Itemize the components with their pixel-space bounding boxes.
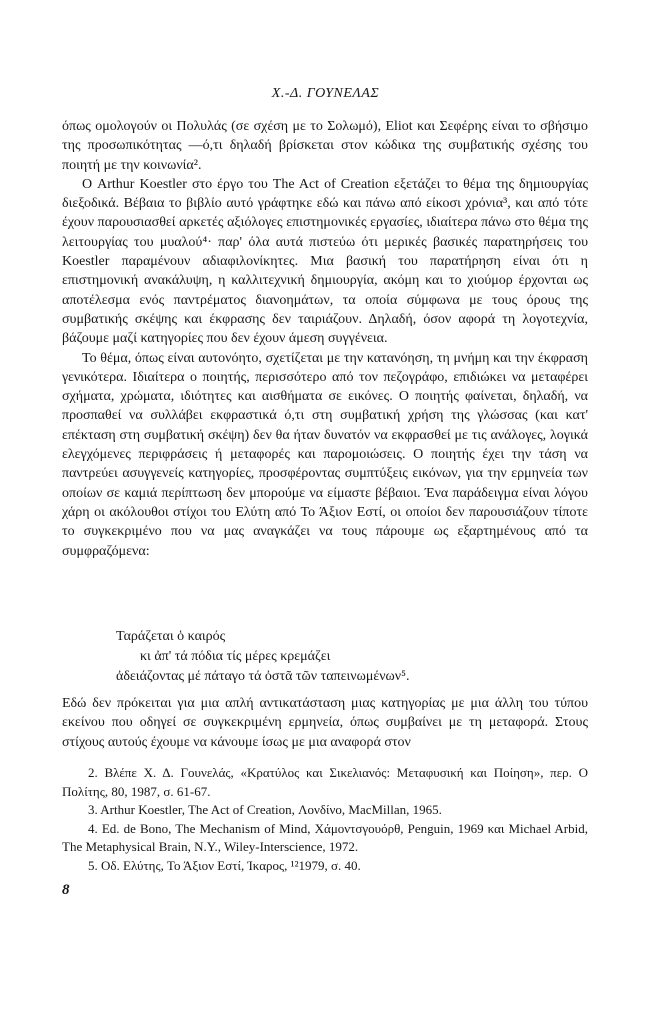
poem-line-2: κι ἀπ' τά πόδια τίς μέρες κρεμάζει bbox=[140, 649, 331, 664]
poem-line-3: ἀδειάζοντας μέ πάταγο τά ὀστᾶ τῶν ταπεινωμένων⁵. bbox=[116, 669, 410, 684]
footnote-4: 4. Ed. de Bono, The Mechanism of Mind, Χάμοντσγουόρθ, Penguin, 1969 και Michael Arbid, The Metaphysical Brain, N.Y., Wiley-Interscience, 1972. bbox=[62, 820, 588, 854]
poem-line-1: Ταράζεται ὁ καιρός bbox=[116, 629, 226, 644]
page-number: 8 bbox=[62, 882, 70, 898]
footnote-5: 5. Οδ. Ελύτης, Το Άξιον Εστί, Ίκαρος, ¹²1979, σ. 40. bbox=[88, 857, 361, 873]
poem-quote bbox=[116, 627, 586, 687]
footnote-3: 3. Arthur Koestler, The Act of Creation, Λονδίνο, MacMillan, 1965. bbox=[88, 802, 442, 817]
paragraph-1: όπως ομολογούν οι Πολυλάς (σε σχέση με το Σολωμό), Eliot και Σεφέρης είναι το σβήσιμο της προσωπικότητας —ό,τι δηλαδή βρίσκεται στον κώδικα της συμβατικής σχέσης του ποιητή με την κοινωνία². bbox=[62, 119, 588, 173]
paragraph-2: Ο Arthur Koestler στο έργο του The Act of Creation εξετάζει το θέμα της δημιουργίας διεξοδικά. Βέβαια το βιβλίο αυτό γράφτηκε εδώ και πάνω από είκοσι χρόνια³, και από τότε έχουν παρουσιασθεί αρκετές αξιόλογες επιστημονικές εργασίες, ιδιαίτερα πάνω στο θέμα της λειτουργίας του μυαλού⁴· παρ' όλα αυτά πιστεύω ότι μερικές βασικές παρατηρήσεις του Koestler παραμένουν αδιαφιλονίκητες. Μια βασική του παρατήρηση είναι ότι η επιστημονική ανακάλυψη, η καλλιτεχνική δημιουργία, ακόμη και το χιούμορ έρχονται ως αποτέλεσμα ενός παντρέματος διανοημάτων, τα οποία σύμφωνα με τους όρους της συμβατικής σκέψης και έκφρασης δεν ταιριάζουν. Δηλαδή, όσον αφορά τη λογοτεχνία, βάζουμε μαζί κατηγορίες που δεν έχουν άμεση συγγένεια. bbox=[62, 176, 588, 347]
paragraph-3: Το θέμα, όπως είναι αυτονόητο, σχετίζεται με την κατανόηση, τη μνήμη και την έκφραση γενικότερα. Ιδιαίτερα ο ποιητής, περισσότερο από τον πεζογράφο, επιδιώκει να μεταφέρει σχήματα, χρώματα, ιδιότητες και αισθήματα σε εικόνες. Ο ποιητής φαίνεται, δηλαδή, να προσπαθεί να συλλάβει εκφραστικά ό,τι στη συμβατική χρήση της γλώσσας (και κατ' επέκταση στη συμβατική σκέψη) δεν θα ήταν δυνατόν να εκφρασθεί με τις ανάλογες, λογικά ελεγχόμενες περιφράσεις ή μεταφορές και παρομοιώσεις. Ο ποιητής έχει την τάση να παντρεύει ασυγγενείς κατηγορίες, προσφέροντας συμπτύξεις εικόνων, για την ερμηνεία των οποίων σε καμιά περίπτωση δεν μπορούμε να είμαστε βέβαιοι. Ένα παράδειγμα είναι λόγου χάρη οι ακόλουθοι στίχοι του Ελύτη από Το Άξιον Εστί, οι οποίοι δεν παρουσιάζουν τίποτε το συγκεκριμένο που να μας αναγκάζει να τους πάρουμε ως εξαρτημένους από τα συμφραζόμενα: bbox=[62, 350, 588, 559]
main-text bbox=[62, 117, 588, 561]
footnotes bbox=[62, 764, 588, 875]
paragraph-4: Εδώ δεν πρόκειται για μια απλή αντικατάσταση μιας κατηγορίας με μια άλλη του τύπου εκείνου που οδηγεί σε συγκεκριμένη ερμηνεία, όπως συμβαίνει με τη μεταφορά. Στους στίχους αυτούς έχουμε να κάνουμε ίσως με μια αναφορά στον bbox=[62, 696, 588, 750]
footnote-2: 2. Βλέπε Χ. Δ. Γουνελάς, «Κρατύλος και Σικελιανός: Μεταφυσική και Ποίηση», περ. Ο Πολίτης, 80, 1987, σ. 61-67. bbox=[62, 765, 588, 799]
running-header: Χ.-Δ. ΓΟΥΝΕΛΑΣ bbox=[271, 86, 380, 101]
main-text-continued bbox=[62, 694, 588, 752]
